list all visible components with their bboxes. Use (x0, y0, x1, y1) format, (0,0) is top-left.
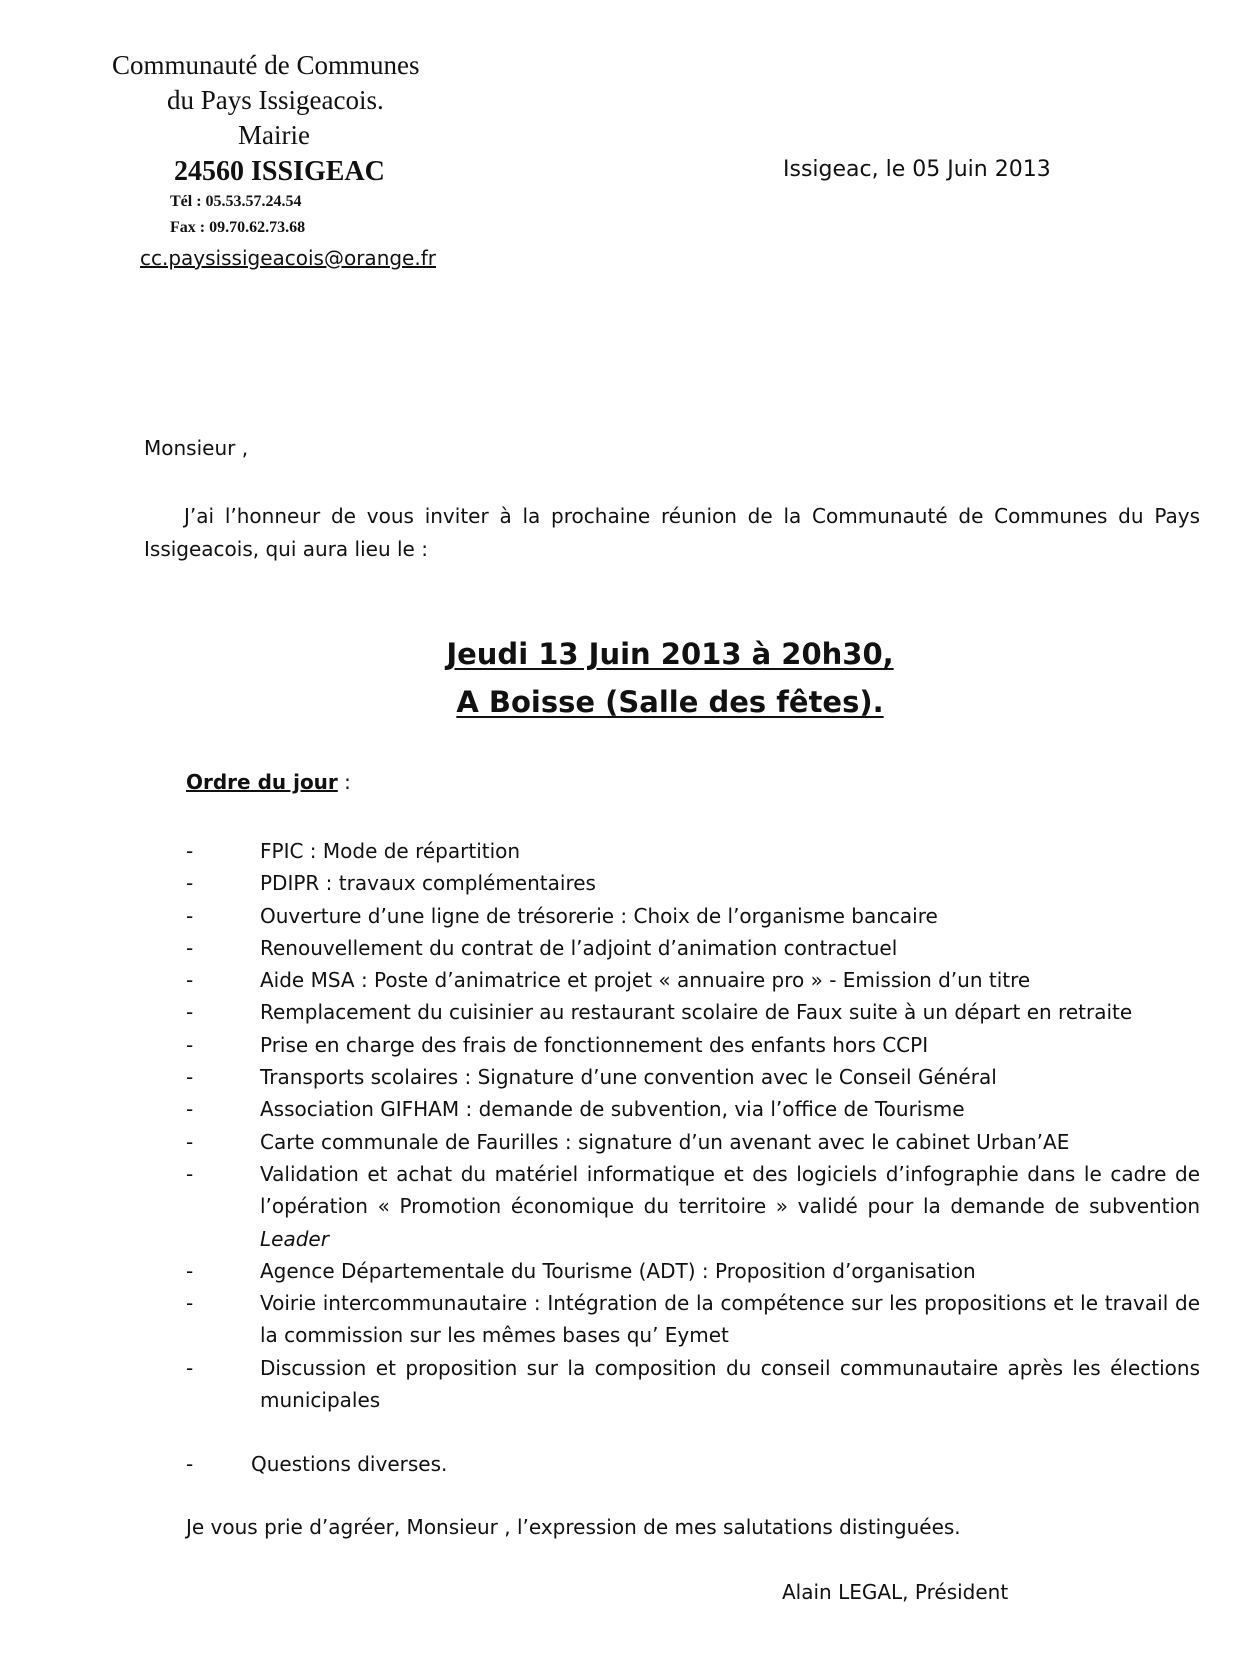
agenda-title-suffix: : (337, 770, 351, 794)
salutation: Monsieur , (144, 436, 249, 460)
org-phone: Tél : 05.53.57.24.54 (170, 193, 302, 210)
agenda-item: - Aide MSA : Poste d’animatrice et projet « annuaire pro » - Emission d’un titre (186, 968, 1031, 993)
agenda-item: - FPIC : Mode de répartition (186, 839, 521, 863)
agenda-item: - Ouverture d’une ligne de trésorerie : Choix de l’organisme bancaire (186, 903, 938, 928)
closing-formula: Je vous prie d’agréer, Monsieur , l’expression de mes salutations distinguées. (186, 1515, 961, 1539)
agenda-item: - Carte communale de Faurilles : signature d’un avenant avec le cabinet Urban’AE (186, 1129, 1070, 1154)
agenda-heading (186, 770, 351, 794)
agenda-item: - Remplacement du cuisinier au restaurant scolaire de Faux suite à un départ en retraite (186, 1000, 1133, 1025)
agenda-item: - Voirie intercommunautaire : Intégration de la compétence sur les propositions et le travail de la commission sur les mêmes bases qu’ Eymet (186, 1291, 1200, 1348)
intro-paragraph: J’ai l’honneur de vous inviter à la prochaine réunion de la Communauté de Communes du Pays Issigeacois, qui aura lieu le : (144, 504, 1200, 561)
agenda-title: Ordre du jour (186, 770, 338, 794)
org-name-line3: Mairie (238, 120, 310, 150)
agenda-list (186, 835, 1200, 1481)
agenda-item: - Renouvellement du contrat de l’adjoint d’animation contractuel (186, 935, 898, 960)
agenda-item: - Association GIFHAM : demande de subvention, via l’office de Tourisme (186, 1097, 965, 1122)
signature: Alain LEGAL, Président (782, 1580, 1009, 1604)
agenda-item: - Validation et achat du matériel informatique et des logiciels d’infographie dans le cadre de l’opération « Promotion économique du territoire » validé pour la demande de subvention Leader (186, 1161, 1200, 1251)
org-email-link[interactable]: cc.paysissigeacois@orange.fr (140, 246, 436, 270)
org-name-line2: du Pays Issigeacois. (167, 85, 384, 115)
agenda-item: - PDIPR : travaux complémentaires (186, 871, 596, 896)
letter-date: Issigeac, le 05 Juin 2013 (783, 157, 1051, 182)
agenda-item: - Agence Départementale du Tourisme (ADT) : Proposition d’organisation (186, 1258, 976, 1283)
org-name-line1: Communauté de Communes (112, 50, 420, 80)
org-address: 24560 ISSIGEAC (174, 156, 385, 187)
agenda-item: - Transports scolaires : Signature d’une convention avec le Conseil Général (186, 1065, 997, 1090)
agenda-item-other: - Questions diverses. (186, 1452, 448, 1477)
agenda-item: - Prise en charge des frais de fonctionnement des enfants hors CCPI (186, 1032, 929, 1057)
org-fax: Fax : 09.70.62.73.68 (170, 219, 306, 236)
agenda-item: - Discussion et proposition sur la composition du conseil communautaire après les élections municipales (186, 1355, 1200, 1413)
meeting-place: A Boisse (Salle des fêtes). (456, 685, 884, 719)
meeting-details (400, 630, 940, 726)
meeting-date: Jeudi 13 Juin 2013 à 20h30, (446, 637, 894, 671)
